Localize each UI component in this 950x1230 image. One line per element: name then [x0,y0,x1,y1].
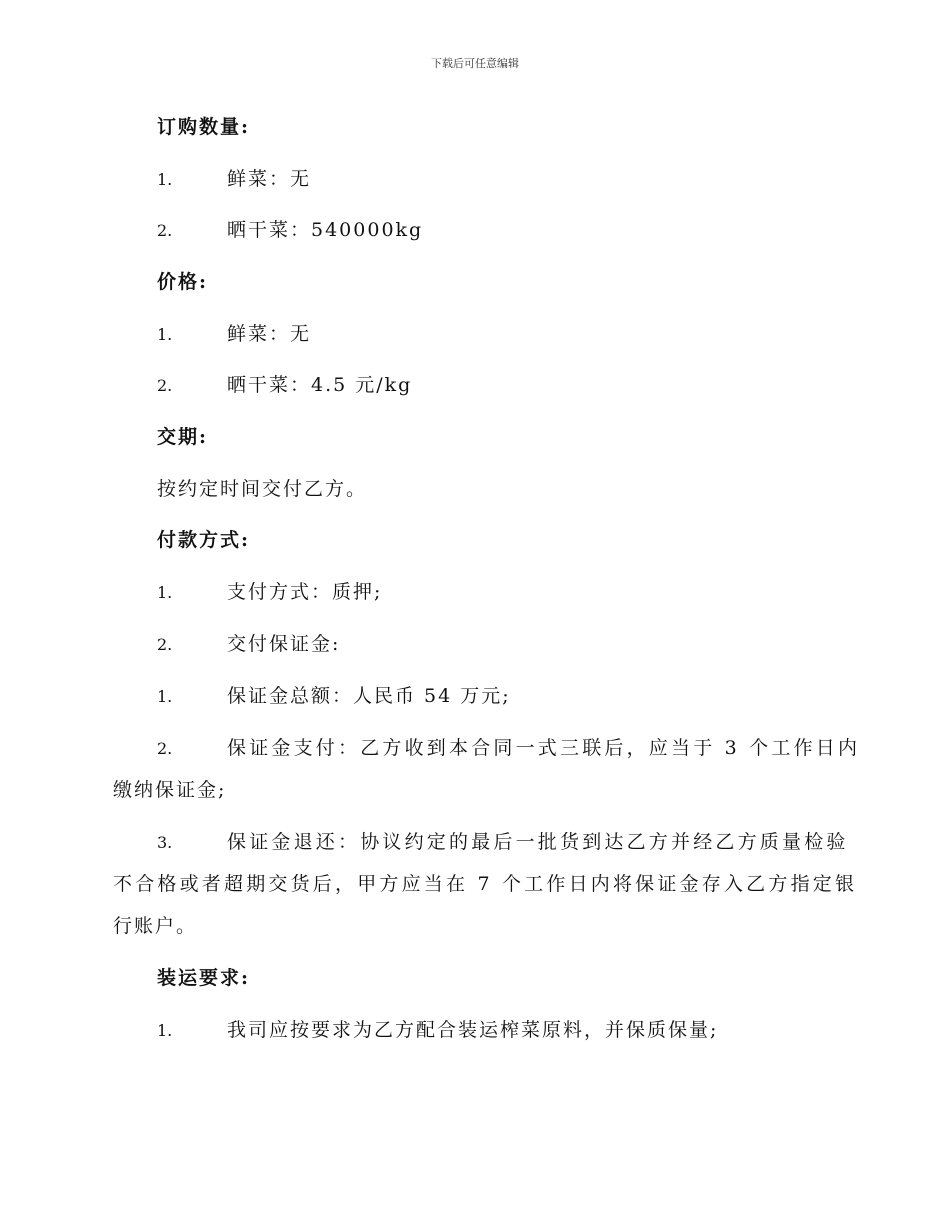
list-number: 2. [157,635,173,654]
list-text: 鲜菜：无 [227,323,312,345]
list-number: 2. [157,739,173,758]
list-item [157,166,311,193]
list-item [157,631,340,658]
list-number: 2. [157,221,173,240]
list-item [157,735,860,762]
list-text-continuation: 缴纳保证金; [113,779,227,801]
list-number: 1. [157,170,173,189]
list-text: 我司应按要求为乙方配合装运榨菜原料，并保质保量; [227,1019,719,1041]
list-item [157,579,382,606]
list-item [157,372,412,399]
list-number: 1. [157,1021,173,1040]
list-text: 晒干菜：4.5 元/kg [227,374,413,396]
list-text-continuation: 不合格或者超期交货后，甲方应当在 7 个工作日内将保证金存入乙方指定银 [113,873,858,895]
list-text: 保证金退还：协议约定的最后一批货到达乙方并经乙方质量检验 [227,831,849,853]
list-text: 鲜菜：无 [227,168,312,190]
delivery-text: 按约定时间交付乙方。 [157,478,368,500]
list-text: 晒干菜：540000kg [227,219,424,241]
section-title-price: 价格: [157,271,209,293]
list-text: 支付方式：质押; [227,581,383,603]
list-item [157,217,423,244]
section-title-payment: 付款方式: [157,529,251,551]
list-number: 2. [157,376,173,395]
page-header: 下载后可任意编辑 [431,57,519,70]
list-text-continuation: 行账户。 [113,915,198,937]
list-number: 1. [157,325,173,344]
list-item [157,321,311,348]
list-text: 保证金支付：乙方收到本合同一式三联后，应当于 3 个工作日内 [227,737,861,759]
list-item [157,829,849,856]
section-title-order-quantity: 订购数量: [157,116,251,138]
section-title-delivery: 交期: [157,426,209,448]
section-title-shipping: 装运要求: [157,967,251,989]
list-number: 3. [157,833,173,852]
list-number: 1. [157,583,173,602]
list-item [157,683,511,710]
list-text: 保证金总额：人民币 54 万元; [227,685,511,707]
list-item [157,1017,718,1044]
list-text: 交付保证金: [227,633,341,655]
list-number: 1. [157,687,173,706]
